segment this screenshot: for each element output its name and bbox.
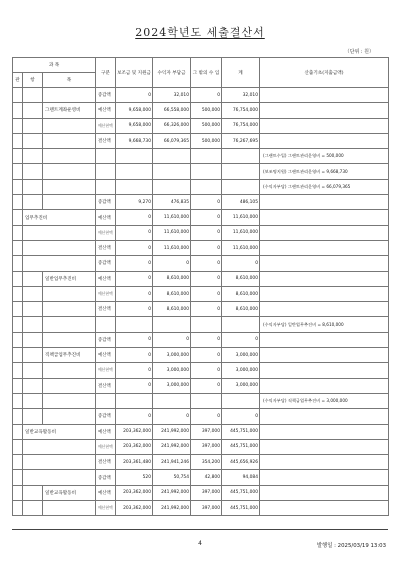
basis-note: (수익자부담) 그랜트관리운영비 = 66,079,365	[260, 179, 389, 194]
other-income-value: 0	[191, 88, 222, 103]
table-row	[13, 271, 389, 286]
table-row	[13, 363, 389, 378]
table-row	[13, 378, 389, 393]
section-label	[23, 470, 96, 485]
section-label	[23, 256, 96, 271]
section-label	[43, 195, 96, 210]
indent-cell	[23, 195, 43, 210]
hang-header: 항	[23, 73, 43, 88]
row-kind: 예산액	[96, 424, 116, 439]
section-label	[43, 363, 96, 378]
beneficiary-value: 66,079,365	[153, 133, 191, 148]
indent-cell	[13, 470, 23, 485]
row-kind: 결산액	[96, 240, 116, 255]
total-value: 445,751,000	[222, 485, 260, 500]
other-income-value	[191, 164, 222, 179]
category-header: 구분	[96, 58, 116, 88]
basis-note	[260, 133, 389, 148]
beneficiary-value: 241,992,000	[153, 439, 191, 454]
row-kind	[96, 393, 116, 408]
total-value: 76,267,695	[222, 133, 260, 148]
subsidy-value: 0	[116, 88, 153, 103]
indent-cell	[13, 378, 23, 393]
row-kind: 예산현액	[96, 363, 116, 378]
beneficiary-value	[153, 317, 191, 332]
row-kind: 결산액	[96, 455, 116, 470]
other-income-header: 그 밖의 수 입	[191, 58, 222, 88]
row-kind	[96, 149, 116, 164]
beneficiary-value: 241,992,000	[153, 424, 191, 439]
other-income-value: 0	[191, 409, 222, 424]
basis-note	[260, 409, 389, 424]
subsidy-value: 203,362,000	[116, 501, 153, 516]
total-value	[222, 179, 260, 194]
total-value: 94,084	[222, 470, 260, 485]
basis-note	[260, 439, 389, 454]
other-income-value	[191, 393, 222, 408]
subsidy-value: 0	[116, 302, 153, 317]
table-row	[13, 424, 389, 439]
basis-note	[260, 271, 389, 286]
subsidy-value: 0	[116, 378, 153, 393]
other-income-value: 500,000	[191, 133, 222, 148]
total-value: 76,754,000	[222, 118, 260, 133]
subsidy-value: 0	[116, 332, 153, 347]
beneficiary-value: 66,558,000	[153, 103, 191, 118]
subsidy-value: 203,362,000	[116, 485, 153, 500]
other-income-value: 0	[191, 348, 222, 363]
row-kind	[96, 179, 116, 194]
row-kind: 예산현액	[96, 118, 116, 133]
other-income-value: 0	[191, 332, 222, 347]
table-row	[13, 210, 389, 225]
section-label	[43, 133, 96, 148]
basis-note	[260, 332, 389, 347]
row-kind: 결산액	[96, 133, 116, 148]
section-label	[23, 240, 96, 255]
table-row	[13, 256, 389, 271]
indent-cell	[13, 317, 23, 332]
other-income-value: 354,200	[191, 455, 222, 470]
indent-cell	[13, 149, 23, 164]
table-row	[13, 393, 389, 408]
indent-cell	[13, 133, 23, 148]
row-kind: 증감액	[96, 332, 116, 347]
row-kind: 예산현액	[96, 439, 116, 454]
beneficiary-value: 241,992,000	[153, 485, 191, 500]
table-row	[13, 225, 389, 240]
beneficiary-header: 수익자 부담금	[153, 58, 191, 88]
indent-cell	[13, 240, 23, 255]
indent-cell	[23, 485, 43, 500]
section-label: 일반교육활동비	[43, 485, 96, 500]
table-row	[13, 164, 389, 179]
other-income-value: 0	[191, 256, 222, 271]
row-kind: 예산현액	[96, 286, 116, 301]
indent-cell	[23, 271, 43, 286]
basis-note	[260, 455, 389, 470]
table-row	[13, 317, 389, 332]
expenditure-table	[12, 57, 389, 516]
section-label	[43, 88, 96, 103]
subsidy-value: 0	[116, 363, 153, 378]
subsidy-value	[116, 317, 153, 332]
subsidy-value: 0	[116, 210, 153, 225]
row-kind: 증감액	[96, 409, 116, 424]
section-label	[43, 179, 96, 194]
indent-cell	[23, 501, 43, 516]
indent-cell	[13, 363, 23, 378]
indent-cell	[13, 348, 23, 363]
indent-cell	[23, 332, 43, 347]
total-value: 8,610,000	[222, 271, 260, 286]
table-row	[13, 133, 389, 148]
total-value: 11,610,000	[222, 210, 260, 225]
subsidy-value	[116, 393, 153, 408]
basis-note: (보조명지원) 그랜트관리운영비 = 9,668,730	[260, 164, 389, 179]
subsidy-value: 0	[116, 409, 153, 424]
section-label	[23, 439, 96, 454]
indent-cell	[13, 439, 23, 454]
total-value: 3,000,000	[222, 348, 260, 363]
basis-note	[260, 286, 389, 301]
basis-note	[260, 225, 389, 240]
other-income-value	[191, 179, 222, 194]
beneficiary-value: 8,610,000	[153, 271, 191, 286]
basis-note	[260, 118, 389, 133]
other-income-value: 0	[191, 195, 222, 210]
subsidy-value: 0	[116, 240, 153, 255]
beneficiary-value: 3,000,000	[153, 348, 191, 363]
basis-note: (수익자부담) 직책급업무추진비 = 3,000,000	[260, 393, 389, 408]
table-row	[13, 455, 389, 470]
total-value: 445,751,000	[222, 424, 260, 439]
total-value: 445,751,000	[222, 439, 260, 454]
section-label	[23, 455, 96, 470]
subsidy-value	[116, 179, 153, 194]
other-income-value: 500,000	[191, 103, 222, 118]
section-label	[23, 225, 96, 240]
indent-cell	[13, 271, 23, 286]
subsidy-value: 0	[116, 256, 153, 271]
row-kind: 결산액	[96, 378, 116, 393]
basis-note	[260, 88, 389, 103]
total-value: 445,751,000	[222, 501, 260, 516]
beneficiary-value: 0	[153, 409, 191, 424]
other-income-value: 0	[191, 286, 222, 301]
total-value: 8,610,000	[222, 302, 260, 317]
row-kind: 증감액	[96, 470, 116, 485]
other-income-value: 0	[191, 240, 222, 255]
indent-cell	[23, 88, 43, 103]
mok-header: 목	[43, 73, 96, 88]
beneficiary-value: 3,000,000	[153, 363, 191, 378]
indent-cell	[23, 378, 43, 393]
section-label	[43, 332, 96, 347]
total-value: 3,000,000	[222, 378, 260, 393]
row-kind: 예산액	[96, 210, 116, 225]
total-value: 0	[222, 332, 260, 347]
indent-cell	[13, 210, 23, 225]
beneficiary-value: 3,000,000	[153, 378, 191, 393]
indent-cell	[13, 179, 23, 194]
section-label	[43, 149, 96, 164]
subsidy-value: 9,668,730	[116, 133, 153, 148]
other-income-value: 0	[191, 378, 222, 393]
page-title: 2024학년도 세출결산서	[135, 26, 265, 39]
indent-cell	[13, 103, 23, 118]
indent-cell	[23, 179, 43, 194]
beneficiary-value: 8,610,000	[153, 302, 191, 317]
table-row	[13, 302, 389, 317]
beneficiary-value: 0	[153, 256, 191, 271]
section-label	[43, 409, 96, 424]
subsidy-header: 보조금 및 지원금	[116, 58, 153, 88]
other-income-value: 500,000	[191, 118, 222, 133]
indent-cell	[23, 103, 43, 118]
beneficiary-value: 11,610,000	[153, 225, 191, 240]
indent-cell	[13, 256, 23, 271]
row-kind: 결산액	[96, 302, 116, 317]
total-value: 0	[222, 256, 260, 271]
section-label: 직책급업무추진비	[43, 348, 96, 363]
section-label	[43, 286, 96, 301]
row-kind	[96, 164, 116, 179]
subsidy-value: 0	[116, 271, 153, 286]
table-row	[13, 88, 389, 103]
table-row	[13, 286, 389, 301]
basis-note	[260, 195, 389, 210]
total-value: 8,610,000	[222, 286, 260, 301]
table-row	[13, 409, 389, 424]
subsidy-value: 9,658,000	[116, 118, 153, 133]
other-income-value	[191, 149, 222, 164]
total-value	[222, 317, 260, 332]
table-row	[13, 332, 389, 347]
subsidy-value: 9,270	[116, 195, 153, 210]
total-header: 계	[222, 58, 260, 88]
basis-note	[260, 210, 389, 225]
section-label	[43, 118, 96, 133]
total-value	[222, 164, 260, 179]
indent-cell	[13, 424, 23, 439]
other-income-value: 397,000	[191, 424, 222, 439]
row-kind: 증감액	[96, 88, 116, 103]
beneficiary-value: 241,941,246	[153, 455, 191, 470]
indent-cell	[23, 348, 43, 363]
subsidy-value: 0	[116, 225, 153, 240]
total-value: 445,656,926	[222, 455, 260, 470]
table-row	[13, 240, 389, 255]
basis-note	[260, 501, 389, 516]
section-label	[43, 317, 96, 332]
basis-note	[260, 424, 389, 439]
indent-cell	[13, 409, 23, 424]
beneficiary-value: 66,326,000	[153, 118, 191, 133]
table-row	[13, 149, 389, 164]
total-value	[222, 149, 260, 164]
section-label: 그랜트계좌운영비	[43, 103, 96, 118]
total-value: 76,754,000	[222, 103, 260, 118]
section-label: 일반교육활동비	[23, 424, 96, 439]
row-kind: 증감액	[96, 256, 116, 271]
indent-cell	[13, 164, 23, 179]
row-kind: 예산액	[96, 485, 116, 500]
other-income-value: 0	[191, 363, 222, 378]
other-income-value: 0	[191, 302, 222, 317]
table-row	[13, 485, 389, 500]
total-value: 486,105	[222, 195, 260, 210]
row-kind	[96, 317, 116, 332]
total-value	[222, 393, 260, 408]
basis-note	[260, 485, 389, 500]
basis-note: (수익자부담) 일반업무추진비 = 8,610,000	[260, 317, 389, 332]
basis-note	[260, 240, 389, 255]
footer-divider	[12, 529, 388, 530]
subsidy-value: 203,362,000	[116, 424, 153, 439]
basis-note	[260, 378, 389, 393]
indent-cell	[13, 485, 23, 500]
other-income-value: 0	[191, 210, 222, 225]
row-kind: 예산액	[96, 103, 116, 118]
row-kind: 예산현액	[96, 501, 116, 516]
indent-cell	[13, 118, 23, 133]
row-kind: 예산액	[96, 348, 116, 363]
row-kind: 증감액	[96, 195, 116, 210]
section-label	[43, 378, 96, 393]
indent-cell	[23, 164, 43, 179]
beneficiary-value: 8,610,000	[153, 286, 191, 301]
indent-cell	[13, 455, 23, 470]
page-number: 4	[198, 540, 202, 547]
beneficiary-value: 0	[153, 332, 191, 347]
basis-note	[260, 363, 389, 378]
row-kind: 예산현액	[96, 225, 116, 240]
indent-cell	[13, 195, 23, 210]
table-row	[13, 501, 389, 516]
subsidy-value: 520	[116, 470, 153, 485]
table-row	[13, 470, 389, 485]
indent-cell	[23, 302, 43, 317]
other-income-value	[191, 317, 222, 332]
total-value: 0	[222, 409, 260, 424]
total-value: 3,000,000	[222, 363, 260, 378]
section-label	[43, 501, 96, 516]
subsidy-value: 203,361,480	[116, 455, 153, 470]
section-label	[43, 393, 96, 408]
beneficiary-value: 11,610,000	[153, 240, 191, 255]
indent-cell	[13, 393, 23, 408]
beneficiary-value	[153, 149, 191, 164]
other-income-value: 0	[191, 271, 222, 286]
indent-cell	[13, 501, 23, 516]
total-value: 11,610,000	[222, 240, 260, 255]
beneficiary-value	[153, 164, 191, 179]
section-label: 일반업무추진비	[43, 271, 96, 286]
jang-header: 관	[13, 73, 23, 88]
other-income-value: 397,000	[191, 501, 222, 516]
indent-cell	[23, 133, 43, 148]
table-row	[13, 118, 389, 133]
subsidy-value: 203,362,000	[116, 439, 153, 454]
indent-cell	[23, 363, 43, 378]
section-label	[43, 302, 96, 317]
row-kind: 예산액	[96, 271, 116, 286]
beneficiary-value	[153, 179, 191, 194]
beneficiary-value: 241,992,000	[153, 501, 191, 516]
indent-cell	[13, 88, 23, 103]
basis-note	[260, 470, 389, 485]
total-value: 32,010	[222, 88, 260, 103]
beneficiary-value: 476,835	[153, 195, 191, 210]
indent-cell	[23, 286, 43, 301]
subsidy-value: 0	[116, 348, 153, 363]
beneficiary-value: 50,754	[153, 470, 191, 485]
unit-label: （단위 : 원）	[344, 49, 374, 55]
other-income-value: 0	[191, 225, 222, 240]
other-income-value: 397,000	[191, 485, 222, 500]
subsidy-value: 0	[116, 286, 153, 301]
basis-note	[260, 302, 389, 317]
basis-note	[260, 103, 389, 118]
table-row	[13, 179, 389, 194]
indent-cell	[13, 332, 23, 347]
subsidy-value	[116, 164, 153, 179]
beneficiary-value	[153, 393, 191, 408]
indent-cell	[23, 409, 43, 424]
basis-note	[260, 256, 389, 271]
table-body	[13, 88, 389, 516]
basis-header: 산출기초(지출금액)	[260, 58, 389, 88]
indent-cell	[23, 317, 43, 332]
issue-date: 발행일 : 2025/03/19 13:03	[316, 543, 386, 549]
basis-note	[260, 348, 389, 363]
indent-cell	[13, 302, 23, 317]
indent-cell	[23, 393, 43, 408]
beneficiary-value: 32,010	[153, 88, 191, 103]
subsidy-value: 9,658,000	[116, 103, 153, 118]
table-row	[13, 348, 389, 363]
total-value: 11,610,000	[222, 225, 260, 240]
indent-cell	[13, 286, 23, 301]
other-income-value: 42,800	[191, 470, 222, 485]
subject-header: 과 목	[13, 58, 96, 73]
indent-cell	[23, 118, 43, 133]
other-income-value: 397,000	[191, 439, 222, 454]
section-label: 업무추진비	[23, 210, 96, 225]
section-label	[43, 164, 96, 179]
indent-cell	[23, 149, 43, 164]
table-row	[13, 195, 389, 210]
indent-cell	[13, 225, 23, 240]
subsidy-value	[116, 149, 153, 164]
beneficiary-value: 11,610,000	[153, 210, 191, 225]
table-row	[13, 439, 389, 454]
table-row	[13, 103, 389, 118]
basis-note: (그랜트수입) 그랜트관리운영비 = 500,000	[260, 149, 389, 164]
